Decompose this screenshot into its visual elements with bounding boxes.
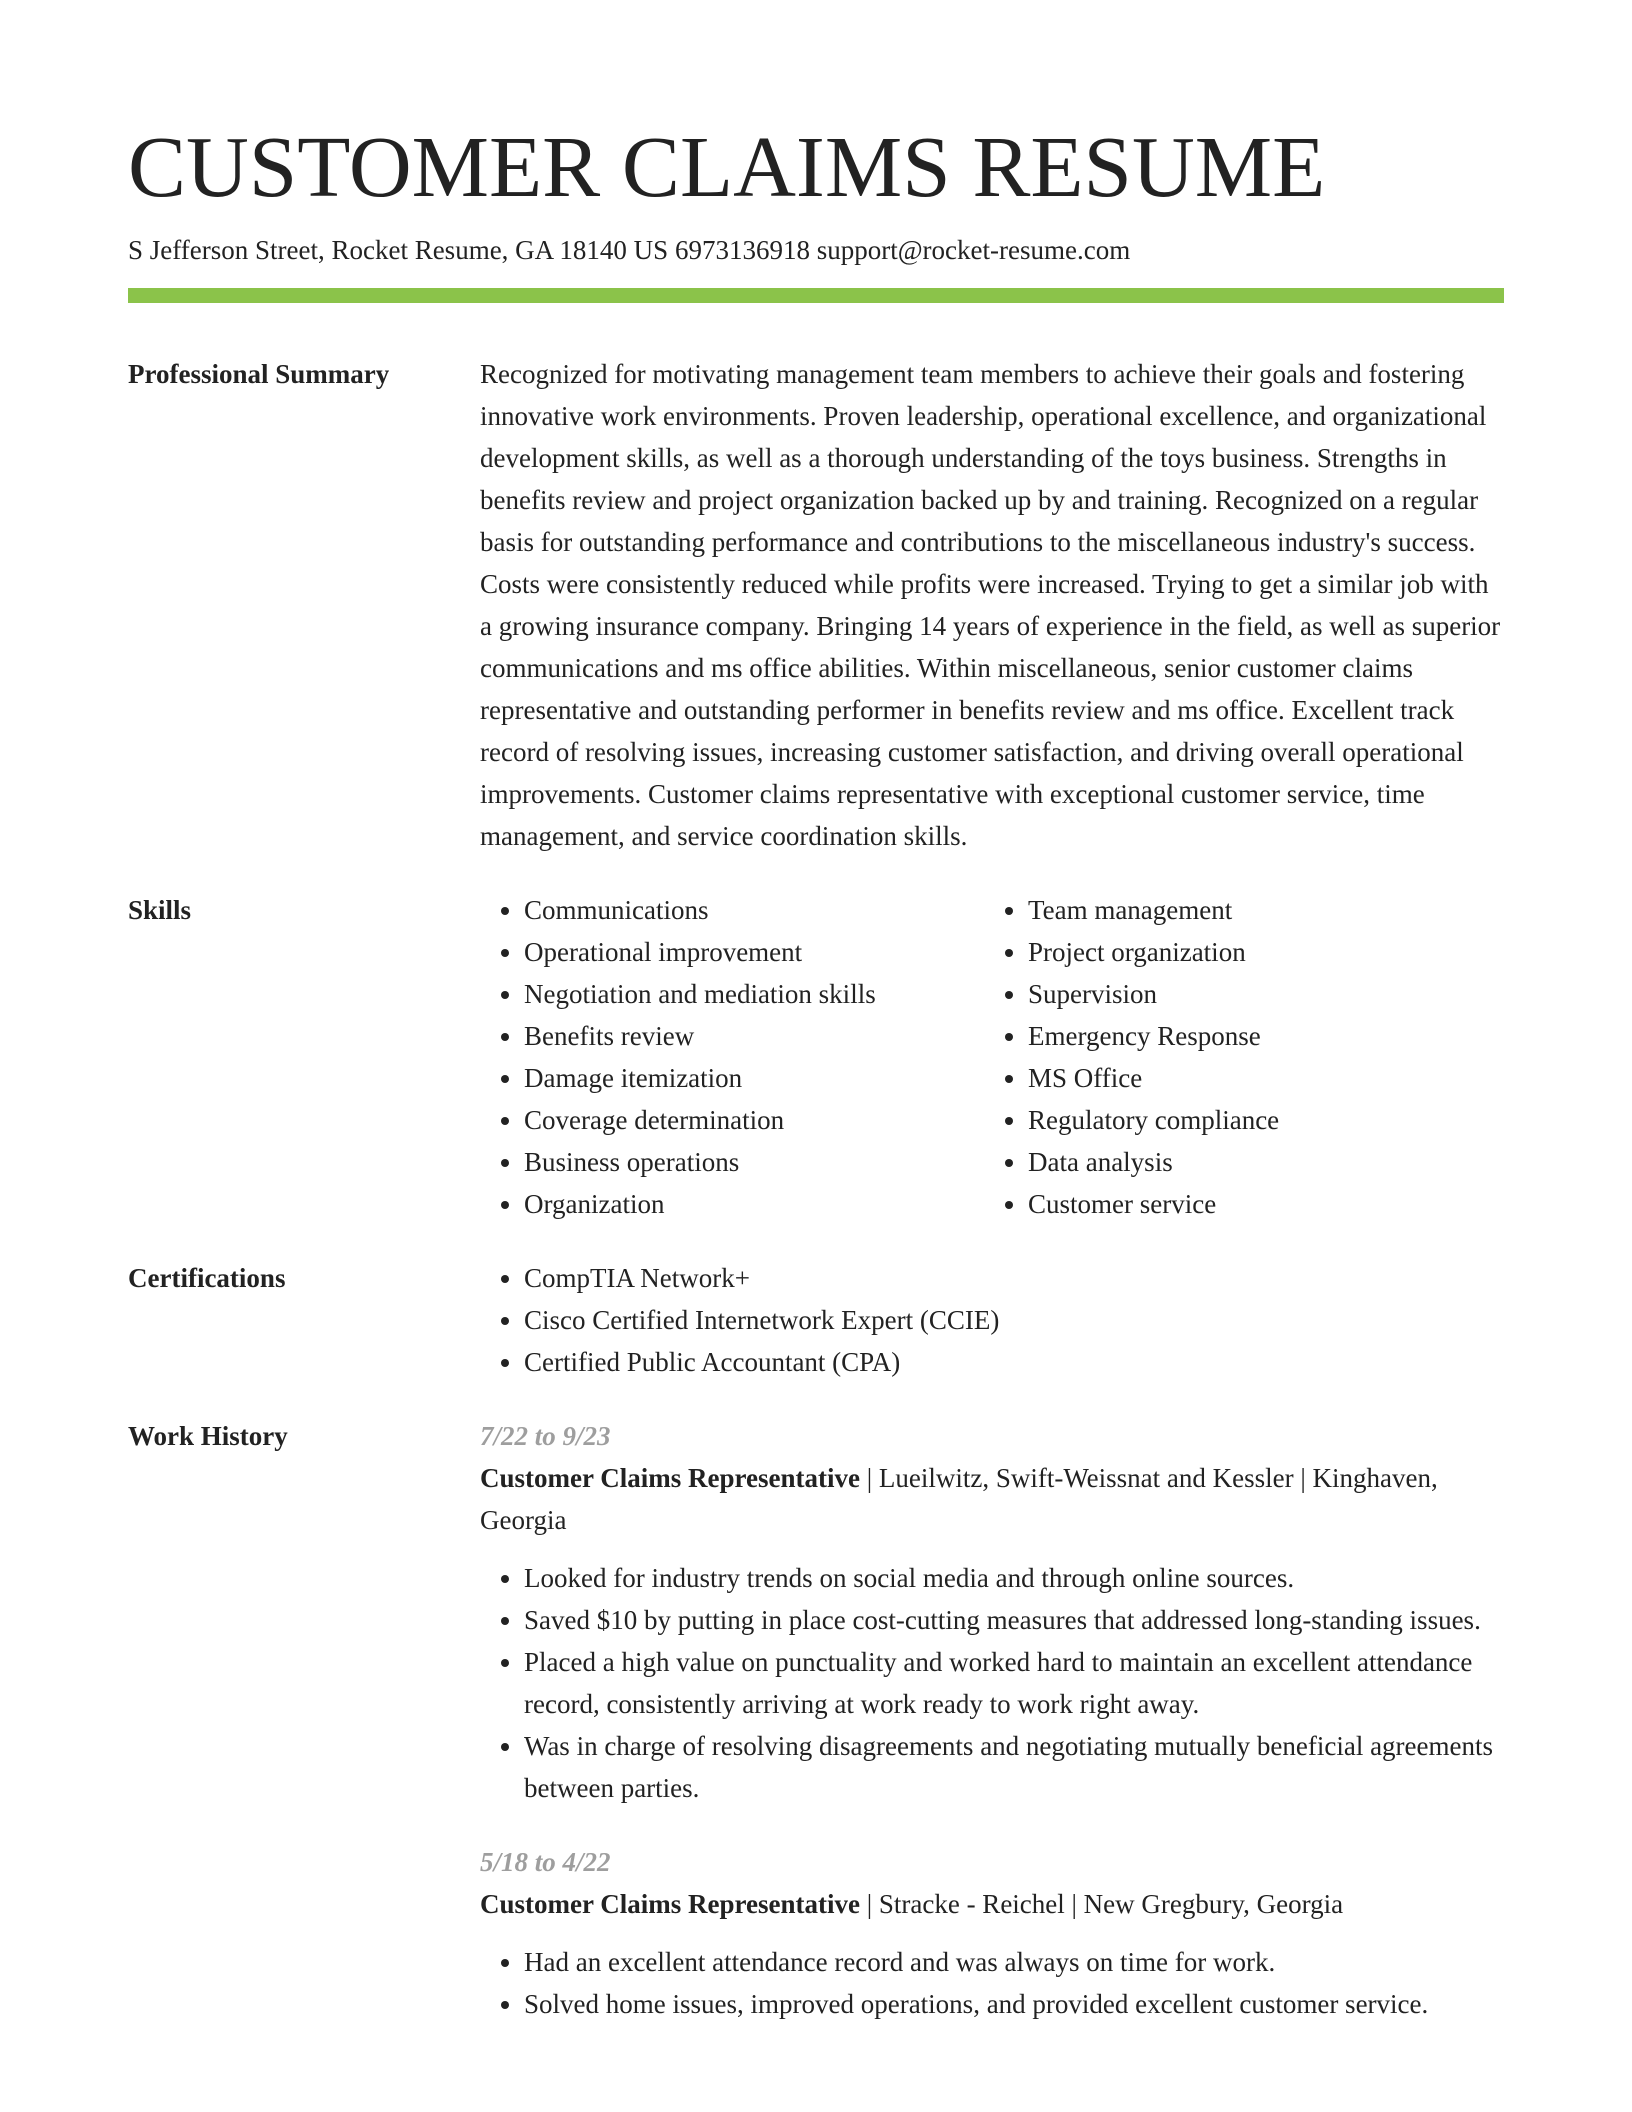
job-dates: 5/18 to 4/22 <box>480 1847 611 1877</box>
summary-label: Professional Summary <box>128 359 390 389</box>
certification-item: • Certified Public Accountant (CPA) <box>524 1341 1504 1383</box>
certification-item: • Cisco Certified Internetwork Expert (CCIE) <box>524 1299 1504 1341</box>
skill-item: • Coverage determination <box>524 1099 984 1141</box>
skill-item: • Customer service <box>1028 1183 1488 1225</box>
certification-item: • CompTIA Network+ <box>524 1257 1504 1299</box>
job-bullets <box>480 1557 1504 1809</box>
skill-item: • MS Office <box>1028 1057 1488 1099</box>
job-title: Customer Claims Representative <box>480 1463 860 1493</box>
job-title: Customer Claims Representative <box>480 1889 860 1919</box>
job-bullet: • Had an excellent attendance record and was always on time for work. <box>524 1941 1504 1983</box>
skill-item: • Operational improvement <box>524 931 984 973</box>
certifications-list <box>480 1257 1504 1383</box>
skills-list-left <box>480 889 984 1225</box>
job-header <box>480 1883 1504 1925</box>
work-history-label: Work History <box>128 1421 288 1451</box>
job-bullet: • Solved home issues, improved operations, and provided excellent customer service. <box>524 1983 1504 2025</box>
job-details: | Lueilwitz, Swift-Weissnat and Kessler | Kinghaven, Georgia <box>480 1463 1438 1535</box>
skill-item: • Business operations <box>524 1141 984 1183</box>
job-bullet: • Looked for industry trends on social media and through online sources. <box>524 1557 1504 1599</box>
certifications-section <box>128 1257 1504 1383</box>
job-entry <box>480 1415 1504 1809</box>
skill-item: • Damage itemization <box>524 1057 984 1099</box>
skills-label: Skills <box>128 895 192 925</box>
skill-item: • Data analysis <box>1028 1141 1488 1183</box>
skill-item: • Regulatory compliance <box>1028 1099 1488 1141</box>
accent-divider <box>128 288 1504 303</box>
job-details: | Stracke - Reichel | New Gregbury, Georgia <box>859 1889 1344 1919</box>
skills-section <box>128 889 1504 1225</box>
skill-item: • Negotiation and mediation skills <box>524 973 984 1015</box>
job-header <box>480 1457 1504 1541</box>
skill-item: • Benefits review <box>524 1015 984 1057</box>
job-bullet: • Saved $10 by putting in place cost-cutting measures that addressed long-standing issues. <box>524 1599 1504 1641</box>
summary-section <box>128 353 1504 857</box>
job-bullets <box>480 1941 1504 2025</box>
contact-line: S Jefferson Street, Rocket Resume, GA 18140 US 6973136918 support@rocket-resume.com <box>128 235 1131 265</box>
skill-item: • Communications <box>524 889 984 931</box>
resume-page <box>128 112 1504 2025</box>
job-entry <box>480 1841 1504 2025</box>
skill-item: • Project organization <box>1028 931 1488 973</box>
job-dates: 7/22 to 9/23 <box>480 1421 611 1451</box>
work-history-section <box>128 1415 1504 2025</box>
skills-list-right <box>984 889 1488 1225</box>
skill-item: • Supervision <box>1028 973 1488 1015</box>
skill-item: • Team management <box>1028 889 1488 931</box>
job-bullet: • Was in charge of resolving disagreements and negotiating mutually beneficial agreements between parties. <box>524 1725 1504 1809</box>
certifications-label: Certifications <box>128 1263 286 1293</box>
summary-text: Recognized for motivating management team members to achieve their goals and fostering innovative work environments. Proven leadership, operational excellence, and organizational development skills, as well as a thorough understanding of the toys business. Strengths in benefits review and project organization backed up by and training. Recognized on a regular basis for outstanding performance and contributions to the miscellaneous industry's success. Costs were consistently reduced while profits were increased. Trying to get a similar job with a growing insurance company. Bringing 14 years of experience in the field, as well as superior communications and ms office abilities. Within miscellaneous, senior customer claims representative and outstanding performer in benefits review and ms office. Excellent track record of resolving issues, increasing customer satisfaction, and driving overall operational improvements. Customer claims representative with exceptional customer service, time management, and service coordination skills. <box>480 359 1501 851</box>
job-bullet: • Placed a high value on punctuality and worked hard to maintain an excellent attendance record, consistently arriving at work ready to work right away. <box>524 1641 1504 1725</box>
skill-item: • Emergency Response <box>1028 1015 1488 1057</box>
resume-title: CUSTOMER CLAIMS RESUME <box>128 118 1326 215</box>
skill-item: • Organization <box>524 1183 984 1225</box>
